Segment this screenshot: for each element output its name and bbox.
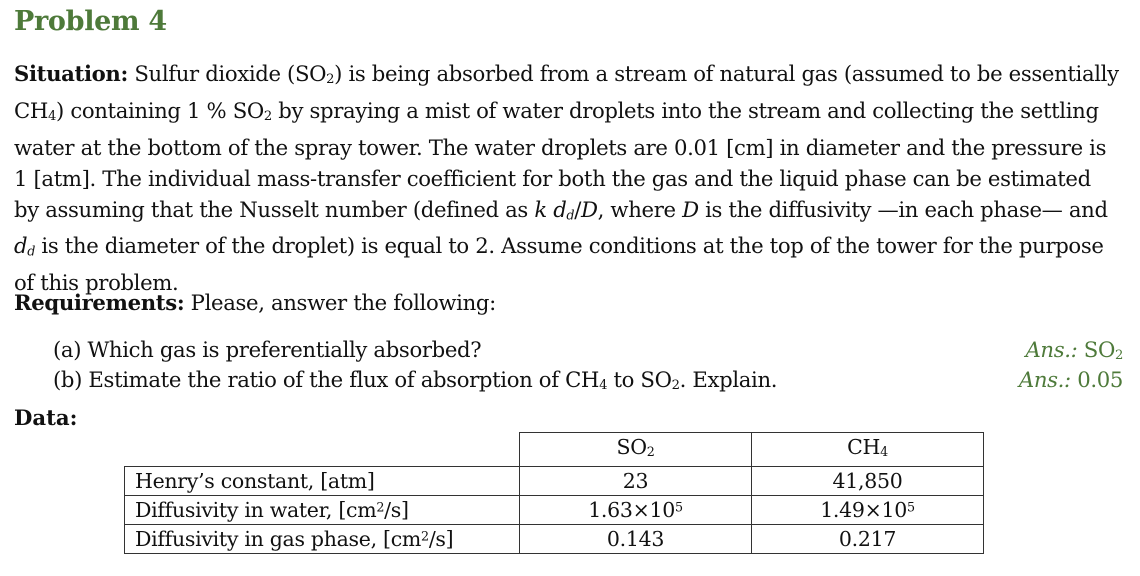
question-text: . Explain. bbox=[679, 367, 778, 392]
superscript: 2 bbox=[376, 499, 385, 515]
row-label-text: /s] bbox=[384, 497, 409, 522]
situation-text: , where bbox=[597, 196, 683, 222]
situation-text: Sulfur dioxide (SO bbox=[127, 61, 327, 86]
answer-label: Ans.: bbox=[1025, 337, 1078, 362]
requirements-label: Requirements: bbox=[14, 290, 185, 315]
situation-text: is the diameter of the droplet) is equal to 2. Assume conditions at the top of the tower for the purpose of this problem. bbox=[14, 233, 1104, 295]
requirements-paragraph bbox=[14, 287, 1122, 318]
answer-label: Ans.: bbox=[1018, 367, 1071, 392]
answer-value: SO bbox=[1077, 337, 1115, 362]
question-a-text: (a) Which gas is preferentially absorbed? bbox=[53, 337, 482, 362]
table-row bbox=[125, 466, 984, 495]
math-symbol: D bbox=[682, 196, 699, 222]
situation-text: by spraying a mist of water droplets into the stream and collecting the settling water at the bottom of the spray tower. The water droplets are 0.01 [cm] in diameter and the pressure is 1 [atm]. The individual mass-transfer coefficient for both the gas and the liquid phase can be estimated by assuming that the Nusselt number (defined as bbox=[14, 97, 1107, 222]
cell-so2 bbox=[520, 466, 752, 495]
situation-text: ) containing 1 % SO bbox=[56, 97, 264, 123]
superscript: 2 bbox=[421, 528, 429, 544]
situation-label: Situation: bbox=[14, 61, 128, 86]
header-ch4 bbox=[752, 433, 984, 467]
requirements-text: Please, answer the following: bbox=[184, 290, 496, 315]
cell-value: 41,850 bbox=[832, 468, 903, 493]
math-symbol: d bbox=[14, 233, 28, 259]
table-row bbox=[125, 524, 984, 553]
question-text: (b) Estimate the ratio of the flux of absorption of CH bbox=[53, 367, 600, 392]
data-label: Data: bbox=[14, 405, 78, 430]
subscript: 2 bbox=[1114, 347, 1123, 363]
cell-so2 bbox=[520, 495, 752, 524]
cell-ch4 bbox=[752, 495, 984, 524]
math-symbol: / bbox=[574, 196, 582, 222]
answer-value: 0.05 bbox=[1070, 367, 1123, 392]
situation-paragraph bbox=[14, 58, 1122, 298]
question-text: to SO bbox=[607, 367, 672, 392]
row-label-text: Diffusivity in water, [cm bbox=[135, 497, 377, 522]
header-text: CH bbox=[847, 435, 881, 459]
data-table bbox=[124, 432, 984, 554]
table-row bbox=[125, 495, 984, 524]
answer-b bbox=[1019, 364, 1123, 401]
cell-value: 23 bbox=[622, 468, 649, 493]
cell-value: 1.49×10 bbox=[820, 497, 907, 522]
math-symbol: D bbox=[581, 196, 598, 222]
row-label-text: /s] bbox=[428, 526, 454, 551]
subscript: d bbox=[27, 244, 36, 259]
superscript: 5 bbox=[675, 499, 683, 515]
cell-so2 bbox=[520, 524, 752, 553]
header-so2 bbox=[520, 433, 752, 467]
math-symbol: k d bbox=[534, 196, 567, 222]
row-label bbox=[125, 495, 520, 524]
problem-title: Problem 4 bbox=[14, 6, 167, 37]
situation-text: is the diffusivity —in each phase— and bbox=[698, 196, 1108, 222]
table-header-row bbox=[125, 433, 984, 467]
question-b-text bbox=[53, 364, 777, 401]
subscript: 2 bbox=[671, 377, 680, 393]
subscript: 4 bbox=[48, 108, 57, 124]
situation-text: ) is being absorbed from a stream of natural gas (assumed to be essentially CH bbox=[14, 61, 1119, 123]
table-corner bbox=[125, 433, 520, 467]
subscript: d bbox=[566, 207, 575, 223]
cell-ch4 bbox=[752, 524, 984, 553]
subscript: 2 bbox=[646, 443, 655, 459]
row-label bbox=[125, 524, 520, 553]
subscript: 2 bbox=[263, 108, 272, 124]
cell-value: 0.143 bbox=[606, 526, 665, 551]
subscript: 2 bbox=[326, 71, 335, 87]
row-label-text: Diffusivity in gas phase, [cm bbox=[135, 526, 422, 551]
cell-value: 0.217 bbox=[838, 526, 897, 551]
subscript: 4 bbox=[880, 443, 888, 459]
superscript: 5 bbox=[907, 499, 915, 515]
subscript: 4 bbox=[599, 377, 608, 393]
cell-value: 1.63×10 bbox=[588, 497, 675, 522]
row-label-text: Henry’s constant, [atm] bbox=[135, 468, 375, 493]
question-b bbox=[53, 364, 1123, 401]
row-label bbox=[125, 466, 520, 495]
header-text: SO bbox=[616, 435, 647, 459]
cell-ch4 bbox=[752, 466, 984, 495]
